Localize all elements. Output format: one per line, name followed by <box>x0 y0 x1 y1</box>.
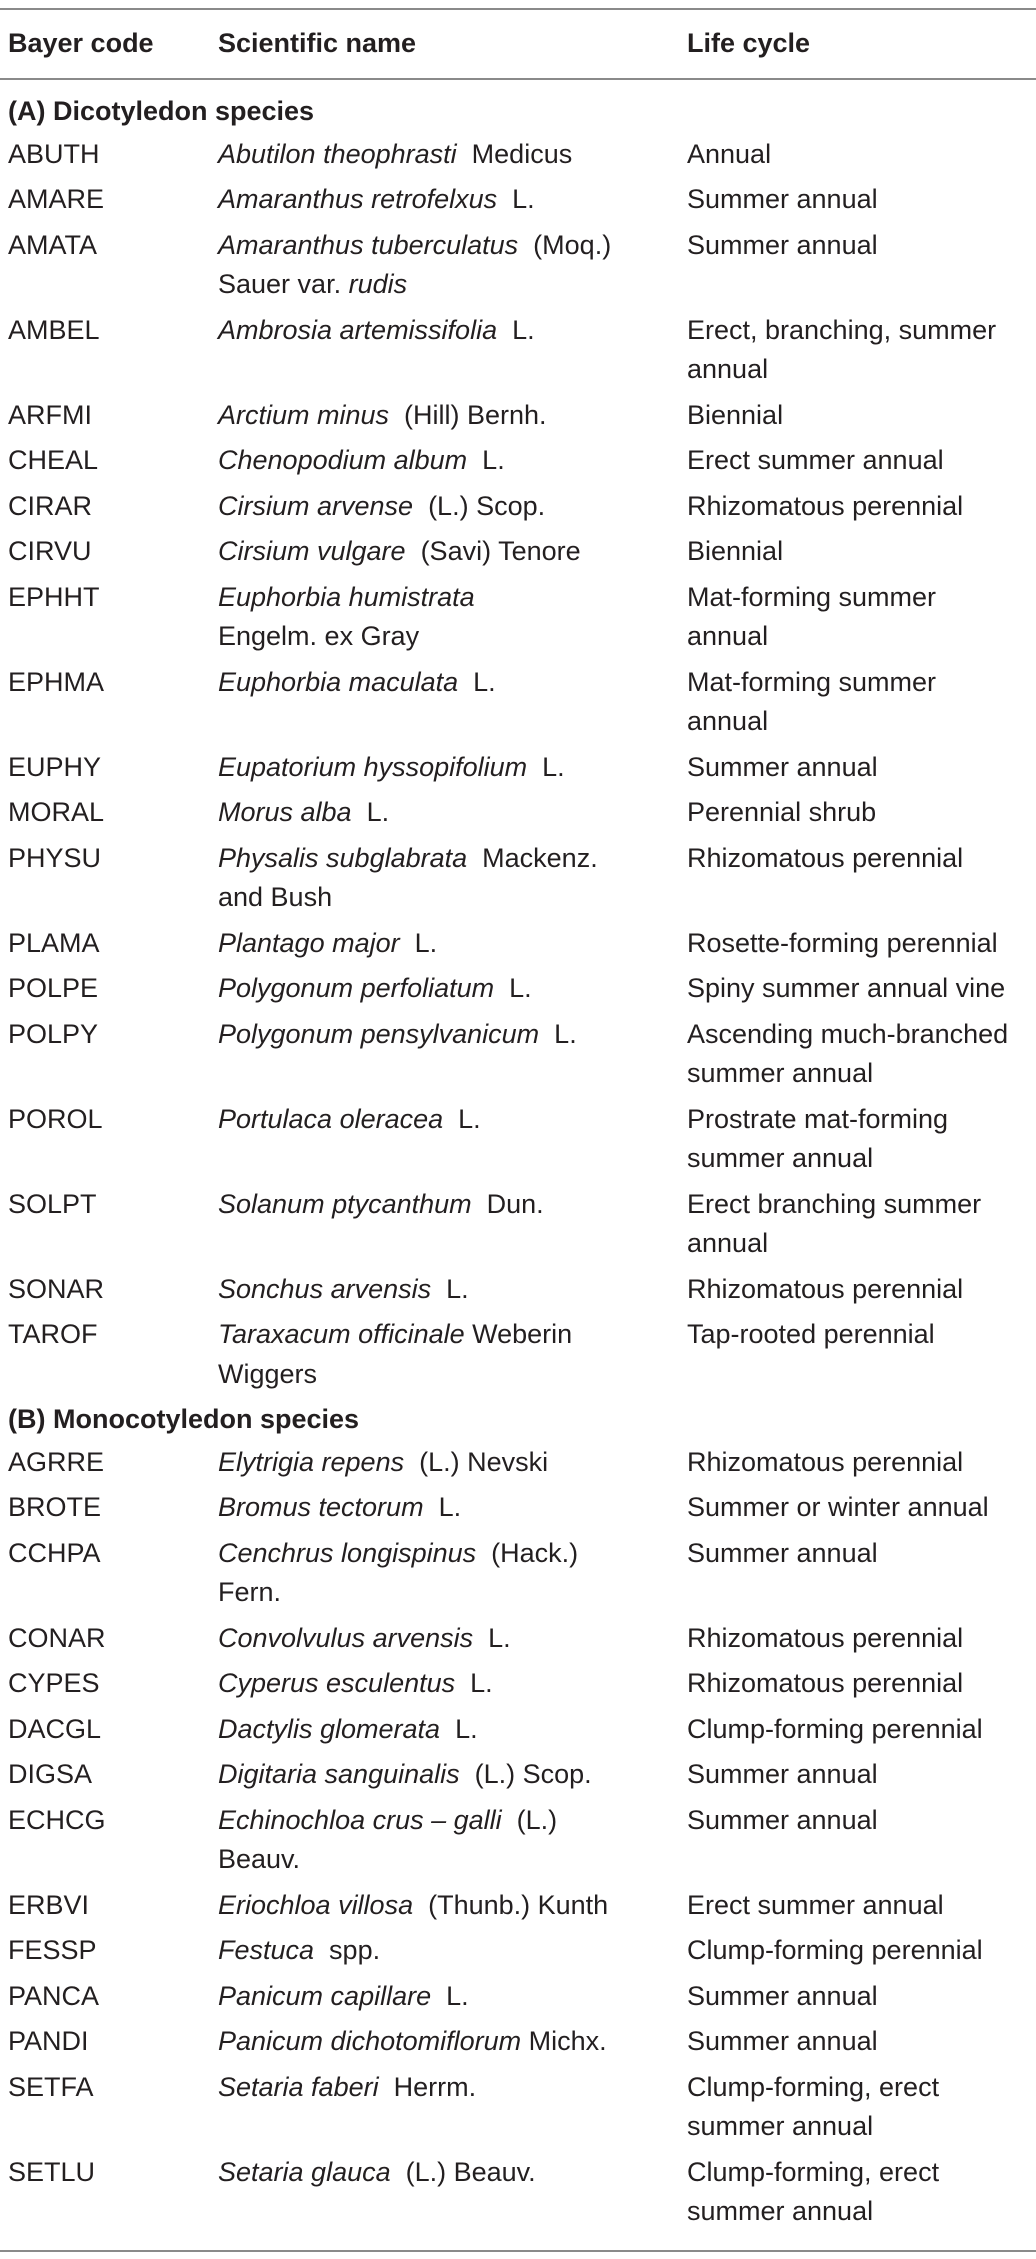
bayer-code-cell: FESSP <box>8 1935 97 1965</box>
scientific-name-authority: L. <box>497 314 535 345</box>
scientific-name-authority: Weberin <box>464 1319 573 1349</box>
scientific-name-authority: L. <box>431 1273 469 1304</box>
scientific-name-italic: Morus alba <box>218 797 352 827</box>
scientific-name-authority: Dun. <box>471 1188 544 1219</box>
life-cycle-cell: Summer annual <box>687 1537 878 1568</box>
life-cycle-cell: Biennial <box>687 399 784 430</box>
life-cycle-cell: summer annual <box>687 1058 874 1088</box>
scientific-name-line <box>218 617 419 656</box>
scientific-name-authority: L. <box>467 445 505 475</box>
scientific-name-line <box>218 748 565 787</box>
scientific-name-authority: L. <box>423 1492 462 1522</box>
bayer-code-cell: CYPES <box>8 1668 100 1698</box>
bayer-code-cell: CCHPA <box>8 1537 101 1568</box>
scientific-name-italic: Setaria glauca <box>218 2156 391 2187</box>
scientific-name-authority: L. <box>443 1103 481 1134</box>
scientific-name-line <box>218 180 535 219</box>
scientific-name-line <box>218 265 407 304</box>
scientific-name-italic: Taraxacum officinale <box>218 1319 465 1349</box>
bayer-code-cell: POLPE <box>8 973 99 1003</box>
life-cycle-cell: Rhizomatous perennial <box>687 1622 964 1653</box>
life-cycle-cell: Tap-rooted perennial <box>687 1319 935 1349</box>
top-rule <box>0 8 1036 10</box>
scientific-name-italic: Abutilon theophrasti <box>218 138 457 169</box>
scientific-name-authority: (L.) Nevski <box>404 1446 549 1477</box>
scientific-name-line <box>218 878 332 917</box>
life-cycle-cell: Clump-forming perennial <box>687 1713 983 1744</box>
bayer-code-cell: MORAL <box>8 797 105 827</box>
bayer-code-cell: DIGSA <box>8 1759 93 1789</box>
bayer-code-cell: CIRAR <box>8 490 93 521</box>
scientific-name-authority: (Hill) Bernh. <box>389 399 547 430</box>
bayer-code-cell: EPHMA <box>8 666 105 697</box>
scientific-name-italic: Dactylis glomerata <box>218 1713 441 1744</box>
bayer-code-cell: CONAR <box>8 1622 106 1653</box>
scientific-name-italic: Cirsium arvense <box>218 490 414 521</box>
scientific-name-line <box>218 441 505 480</box>
scientific-name-authority: L. <box>458 666 496 697</box>
scientific-name-authority: (Thunb.) Kunth <box>413 1889 609 1920</box>
life-cycle-cell: Summer annual <box>687 751 878 782</box>
life-cycle-cell: Clump-forming, erect <box>687 2071 940 2102</box>
scientific-name-authority: L. <box>497 184 535 214</box>
bayer-code-cell: PANCA <box>8 1980 100 2011</box>
life-cycle-cell: Summer annual <box>687 1759 878 1789</box>
scientific-name-line <box>218 1977 469 2016</box>
scientific-name-authority: (L.) Scop. <box>459 1759 592 1789</box>
life-cycle-cell: Clump-forming perennial <box>687 1935 983 1965</box>
scientific-name-authority: Medicus <box>456 138 573 169</box>
scientific-name-authority: Herrm. <box>378 2071 477 2102</box>
scientific-name-line <box>218 2022 607 2061</box>
scientific-name-line <box>218 1801 557 1840</box>
life-cycle-cell: Rhizomatous perennial <box>687 1668 964 1698</box>
scientific-name-italic: Festuca <box>218 1935 315 1965</box>
scientific-name-italic: Polygonum perfoliatum <box>218 973 495 1003</box>
scientific-name-italic: Convolvulus arvensis <box>218 1622 474 1653</box>
life-cycle-cell: Perennial shrub <box>687 797 877 827</box>
scientific-name-authority: (L.) <box>501 1804 558 1835</box>
scientific-name-authority: (Moq.) <box>518 229 612 260</box>
scientific-name-italic: rudis <box>348 269 408 299</box>
life-cycle-cell: Spiny summer annual vine <box>687 973 1006 1003</box>
bayer-code-cell: SONAR <box>8 1273 105 1304</box>
scientific-name-authority: (Hack.) <box>476 1537 579 1568</box>
scientific-name-authority: L. <box>431 1980 469 2011</box>
life-cycle-cell: Rhizomatous perennial <box>687 1273 964 1304</box>
bayer-code-cell: CHEAL <box>8 445 99 475</box>
scientific-name-line <box>218 1886 608 1925</box>
header-bayer-code: Bayer code <box>8 28 154 58</box>
life-cycle-cell: Rhizomatous perennial <box>687 842 964 873</box>
bayer-code-cell: AMATA <box>8 229 98 260</box>
life-cycle-cell: Summer or winter annual <box>687 1492 989 1522</box>
scientific-name-line <box>218 1534 578 1573</box>
scientific-name-line <box>218 793 389 832</box>
scientific-name-italic: Eupatorium hyssopifolium <box>218 751 528 782</box>
scientific-name-line <box>218 1755 592 1794</box>
life-cycle-cell: summer annual <box>687 2111 874 2141</box>
scientific-name-italic: Ambrosia artemissifolia <box>218 314 498 345</box>
scientific-name-authority: L. <box>455 1668 493 1698</box>
scientific-name-authority: spp. <box>314 1935 381 1965</box>
bayer-code-cell: SETFA <box>8 2071 94 2102</box>
scientific-name-authority: L. <box>351 797 390 827</box>
scientific-name-line <box>218 839 598 878</box>
scientific-name-authority: L. <box>473 1622 511 1653</box>
scientific-name-line <box>218 135 572 174</box>
bayer-code-cell: ERBVI <box>8 1889 90 1920</box>
scientific-name-line <box>218 1100 481 1139</box>
scientific-name-authority: (Savi) Tenore <box>405 536 581 566</box>
bayer-code-cell: POROL <box>8 1103 103 1134</box>
life-cycle-cell: annual <box>687 621 769 651</box>
scientific-name-italic: Portulaca oleracea <box>218 1103 444 1134</box>
scientific-name-authority: Sauer var. <box>218 269 349 299</box>
scientific-name-authority: L. <box>527 751 565 782</box>
bayer-code-cell: BROTE <box>8 1492 102 1522</box>
scientific-name-italic: Arctium minus <box>218 399 390 430</box>
life-cycle-cell: annual <box>687 354 769 384</box>
life-cycle-cell: Erect, branching, summer <box>687 314 997 345</box>
bayer-code-cell: EUPHY <box>8 751 102 782</box>
life-cycle-cell: Summer annual <box>687 229 878 260</box>
bayer-code-cell: TAROF <box>8 1319 98 1349</box>
scientific-name-line <box>218 487 545 526</box>
life-cycle-cell: summer annual <box>687 2196 874 2226</box>
header-rule <box>0 78 1036 80</box>
life-cycle-cell: Prostrate mat-forming <box>687 1103 949 1134</box>
table-header <box>0 24 1036 64</box>
scientific-name-line <box>218 1840 300 1879</box>
scientific-name-line <box>218 924 437 963</box>
scientific-name-italic: Panicum dichotomiflorum <box>218 2026 522 2056</box>
scientific-name-authority: and Bush <box>218 882 333 912</box>
scientific-name-italic: Setaria faberi <box>218 2071 379 2102</box>
scientific-name-line <box>218 1270 469 1309</box>
bayer-code-cell: PLAMA <box>8 927 100 958</box>
bayer-code-cell: AGRRE <box>8 1446 105 1477</box>
scientific-name-italic: Bromus tectorum <box>218 1492 424 1522</box>
scientific-name-italic: Echinochloa crus – galli <box>218 1804 502 1835</box>
bayer-code-cell: EPHHT <box>8 581 100 612</box>
scientific-name-italic: Amaranthus tuberculatus <box>218 229 519 260</box>
bayer-code-cell: PANDI <box>8 2026 89 2056</box>
scientific-name-line <box>218 1185 544 1224</box>
life-cycle-cell: annual <box>687 1228 769 1258</box>
bayer-code-cell: ARFMI <box>8 399 92 430</box>
scientific-name-italic: Plantago major <box>218 927 400 958</box>
scientific-name-line <box>218 396 547 435</box>
life-cycle-cell: Erect summer annual <box>687 445 944 475</box>
scientific-name-authority: (L.) Beauv. <box>390 2156 536 2187</box>
life-cycle-cell: Erect branching summer <box>687 1188 982 1219</box>
scientific-name-line <box>218 1015 577 1054</box>
life-cycle-cell: Summer annual <box>687 1804 878 1835</box>
scientific-name-line <box>218 226 611 265</box>
scientific-name-italic: Cenchrus longispinus <box>218 1537 477 1568</box>
life-cycle-cell: Mat-forming summer <box>687 666 937 697</box>
bayer-code-cell: AMBEL <box>8 314 100 345</box>
scientific-name-line <box>218 578 475 617</box>
bayer-code-cell: POLPY <box>8 1018 99 1049</box>
scientific-name-line <box>218 969 532 1008</box>
scientific-name-authority: Michx. <box>521 2026 607 2056</box>
scientific-name-line <box>218 1710 478 1749</box>
scientific-name-line <box>218 2068 476 2107</box>
bottom-rule <box>0 2250 1036 2252</box>
bayer-code-cell: ABUTH <box>8 138 100 169</box>
scientific-name-line <box>218 1443 548 1482</box>
scientific-name-line <box>218 1931 380 1970</box>
scientific-name-italic: Physalis subglabrata <box>218 842 468 873</box>
scientific-name-italic: Eriochloa villosa <box>218 1889 414 1920</box>
scientific-name-italic: Cirsium vulgare <box>218 536 406 566</box>
scientific-name-line <box>218 1619 511 1658</box>
life-cycle-cell: Summer annual <box>687 2026 878 2056</box>
life-cycle-cell: Erect summer annual <box>687 1889 944 1920</box>
bayer-code-cell: ECHCG <box>8 1804 106 1835</box>
scientific-name-italic: Euphorbia maculata <box>218 666 459 697</box>
bayer-code-cell: DACGL <box>8 1713 102 1744</box>
scientific-name-italic: Digitaria sanguinalis <box>218 1759 460 1789</box>
scientific-name-italic: Polygonum pensylvanicum <box>218 1018 540 1049</box>
bayer-code-cell: PHYSU <box>8 842 102 873</box>
scientific-name-line <box>218 663 496 702</box>
scientific-name-authority: Wiggers <box>218 1358 318 1389</box>
scientific-name-authority: L. <box>494 973 532 1003</box>
scientific-name-authority: L. <box>539 1018 577 1049</box>
life-cycle-cell: Summer annual <box>687 1980 878 2011</box>
life-cycle-cell: Rosette-forming perennial <box>687 927 998 958</box>
scientific-name-line <box>218 1664 493 1703</box>
scientific-name-italic: Sonchus arvensis <box>218 1273 432 1304</box>
life-cycle-cell: Biennial <box>687 536 784 566</box>
scientific-name-line <box>218 1355 317 1394</box>
scientific-name-italic: Panicum capillare <box>218 1980 432 2011</box>
scientific-name-line <box>218 1488 461 1527</box>
bayer-code-cell: AMARE <box>8 184 105 214</box>
life-cycle-cell: Mat-forming summer <box>687 581 937 612</box>
life-cycle-cell: Annual <box>687 138 772 169</box>
bayer-code-cell: SETLU <box>8 2156 96 2187</box>
header-scientific-name: Scientific name <box>218 28 417 58</box>
scientific-name-italic: Cyperus esculentus <box>218 1668 456 1698</box>
scientific-name-italic: Solanum ptycanthum <box>218 1188 472 1219</box>
scientific-name-authority: L. <box>440 1713 478 1744</box>
header-life-cycle: Life cycle <box>687 28 811 58</box>
section-title: (A) Dicotyledon species <box>8 96 315 126</box>
life-cycle-cell: annual <box>687 706 769 736</box>
life-cycle-cell: Summer annual <box>687 184 878 214</box>
scientific-name-authority: L. <box>399 927 438 958</box>
scientific-name-line <box>218 2153 536 2192</box>
life-cycle-cell: Rhizomatous perennial <box>687 490 964 521</box>
scientific-name-authority: Engelm. ex Gray <box>218 621 420 651</box>
scientific-name-line <box>218 311 535 350</box>
bayer-code-cell: CIRVU <box>8 536 92 566</box>
scientific-name-line <box>218 1315 572 1354</box>
section-title: (B) Monocotyledon species <box>8 1404 360 1434</box>
scientific-name-line <box>218 1573 281 1612</box>
scientific-name-authority: Fern. <box>218 1577 282 1607</box>
scientific-name-line <box>218 532 581 571</box>
scientific-name-authority: Mackenz. <box>467 842 598 873</box>
scientific-name-italic: Elytrigia repens <box>218 1446 405 1477</box>
scientific-name-authority: (L.) Scop. <box>413 490 546 521</box>
bayer-code-cell: SOLPT <box>8 1188 97 1219</box>
life-cycle-cell: summer annual <box>687 1143 874 1173</box>
life-cycle-cell: Clump-forming, erect <box>687 2156 940 2187</box>
scientific-name-authority: Beauv. <box>218 1844 301 1874</box>
life-cycle-cell: Rhizomatous perennial <box>687 1446 964 1477</box>
scientific-name-italic: Euphorbia humistrata <box>218 581 475 612</box>
scientific-name-italic: Chenopodium album <box>218 445 468 475</box>
life-cycle-cell: Ascending much-branched <box>687 1018 1009 1049</box>
scientific-name-italic: Amaranthus retrofelxus <box>218 184 498 214</box>
